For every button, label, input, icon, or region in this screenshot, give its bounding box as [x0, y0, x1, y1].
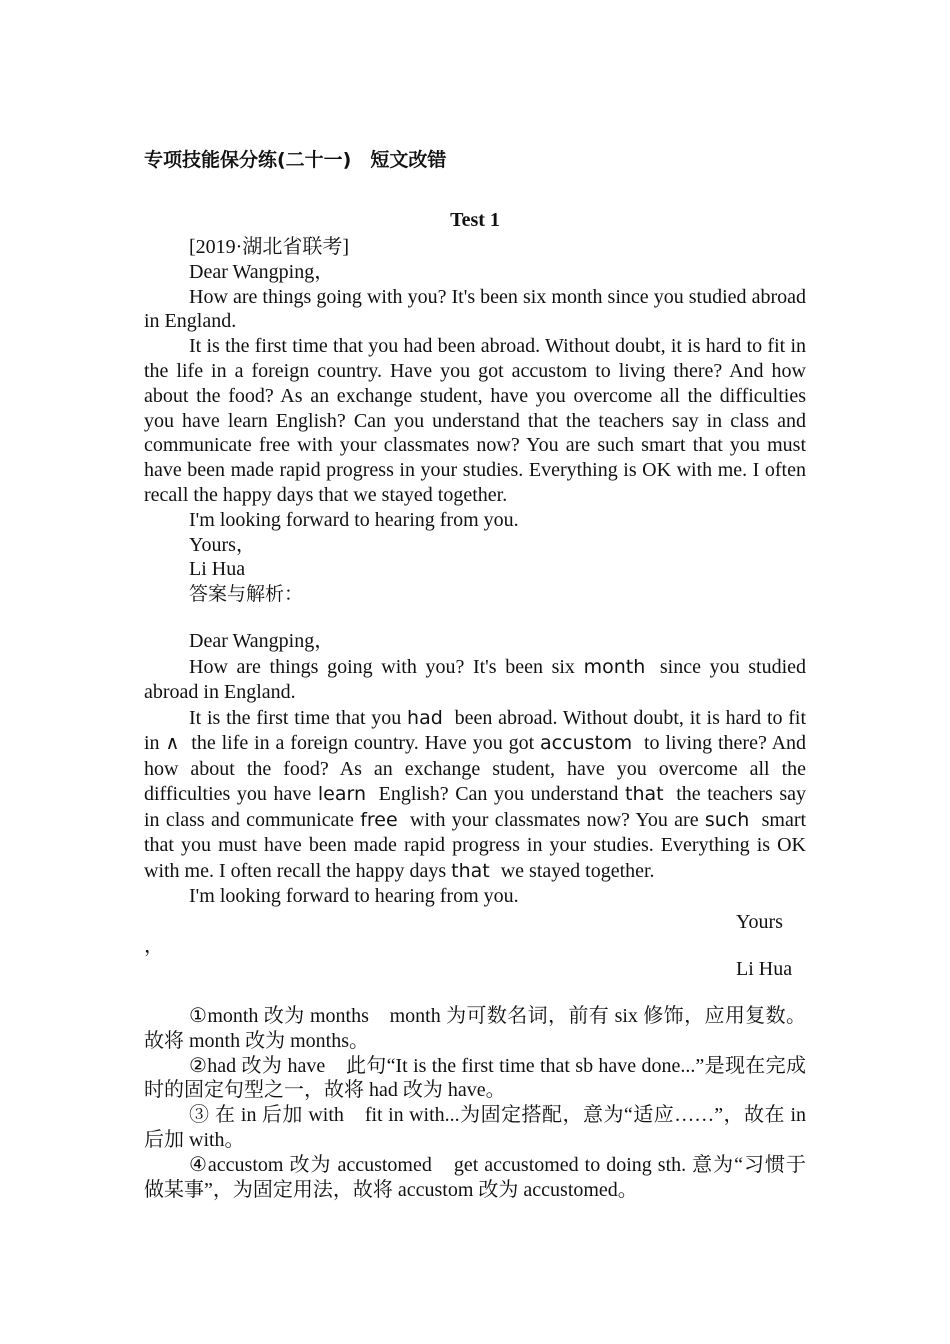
answer-letter: [144, 629, 806, 983]
explanation-item: ④accustom 改为 accustomed get accustomed to doing sth. 意为“习惯于做某事”，为固定用法，故将 accustom 改为 accustomed。: [144, 1153, 806, 1201]
explanation-item: ③ 在 in 后加 with fit in with...为固定搭配，意为“适应……”，故在 in 后加 with。: [144, 1104, 806, 1151]
text-segment: It is the first time that you: [189, 706, 402, 729]
error-word: month: [583, 655, 646, 678]
error-word: such: [704, 808, 750, 831]
text-segment: the teachers say in class and communicate: [144, 783, 807, 831]
answer-paragraph-2: [144, 706, 806, 885]
explanation-item: ②had 改为 have 此句“It is the first time that sb have done...”是现在完成时的固定句型之一，故将 had 改为 have。: [144, 1054, 806, 1102]
text-segment: since you studied abroad in England.: [144, 655, 807, 703]
answer-header: 答案与解析：: [189, 583, 304, 606]
error-word: accustom: [540, 732, 633, 754]
answer-signature: Li Hua: [736, 958, 793, 980]
error-word: that: [625, 783, 664, 805]
page-title: 专项技能保分练(二十一) 短文改错: [144, 149, 447, 171]
question-letter: [144, 235, 806, 607]
text-segment: we stayed together.: [500, 859, 655, 882]
text-segment: English? Can you understand: [378, 783, 619, 805]
test-title: Test 1: [450, 209, 500, 231]
answer-closing-comma: ，: [144, 935, 164, 957]
error-word: that: [451, 859, 490, 882]
error-word: had: [407, 706, 443, 729]
text-segment: How are things going with you? It's been six: [189, 655, 575, 678]
letter-greeting: Dear Wangping，: [189, 260, 335, 283]
source-label: [2019·湖北省联考]: [189, 236, 349, 258]
text-segment: been abroad. Without doubt, it is hard to fit in: [144, 706, 807, 754]
error-word: learn: [317, 783, 366, 805]
text-segment: to living there? And how about the food? As an exchange student, have you overcome all the difficulties you have: [144, 732, 807, 805]
answer-paragraph-3: I'm looking forward to hearing from you.: [189, 885, 519, 907]
letter-signature: Li Hua: [189, 558, 246, 581]
answer-closing: Yours: [736, 910, 783, 933]
insertion-caret: ∧: [165, 732, 180, 754]
answer-paragraph-1: [144, 655, 806, 706]
text-segment: with your classmates now? You are: [409, 808, 699, 831]
letter-paragraph-3: I'm looking forward to hearing from you.: [189, 508, 519, 531]
text-segment: smart that you must have been made rapid progress in your studies. Everything is OK with me. I often recall the happy days: [144, 808, 807, 882]
error-word: free: [360, 808, 398, 831]
letter-closing: Yours，: [189, 533, 256, 556]
text-segment: the life in a foreign country. Have you got: [191, 732, 535, 754]
letter-paragraph-1: How are things going with you? It's been six month since you studied abroad in England.: [144, 285, 806, 333]
explanations: [144, 1004, 806, 1202]
explanation-item: ①month 改为 months month 为可数名词，前有 six 修饰，应用复数。故将 month 改为 months。: [144, 1005, 806, 1052]
letter-paragraph-2: It is the first time that you had been abroad. Without doubt, it is hard to fit in the life in a foreign country. Have you got accustom to living there? And how about the food? As an exchange student, have you overcome all the difficulties you have learn English? Can you understand that the teachers say in class and communicate free with your classmates now? You are such smart that you must have been made rapid progress in your studies. Everything is OK with me. I often recall the happy days that we stayed together.: [144, 335, 806, 506]
answer-greeting: Dear Wangping，: [189, 630, 335, 652]
